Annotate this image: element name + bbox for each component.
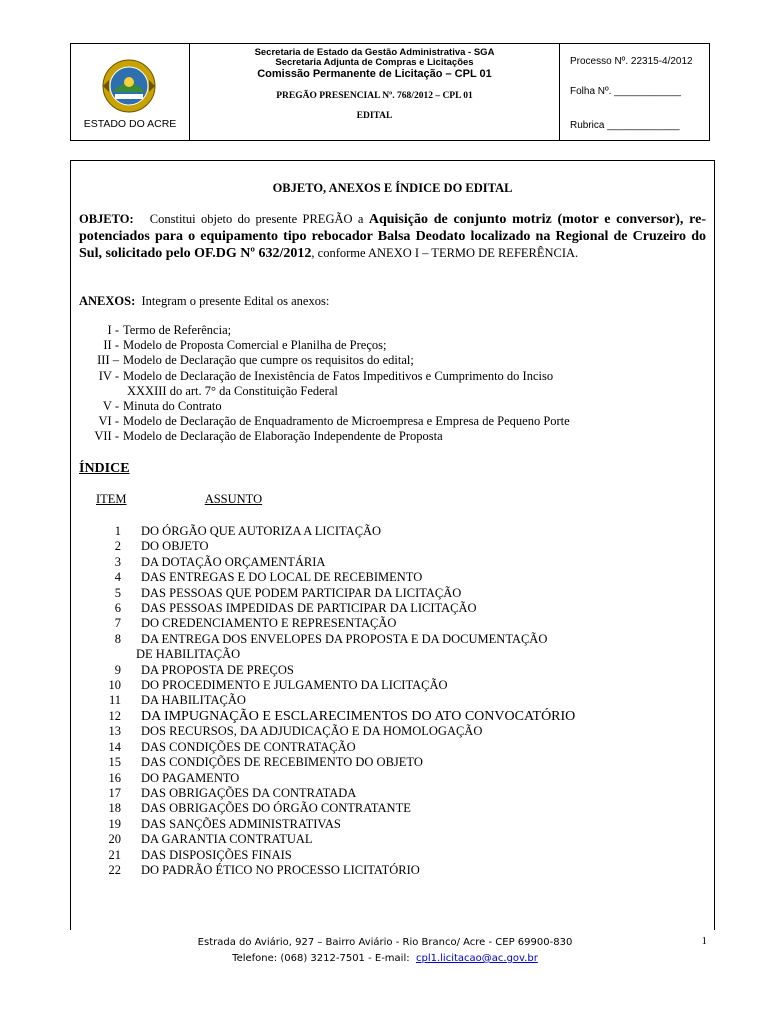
list-item: III – Modelo de Declaração que cumpre os requisitos do edital; xyxy=(97,353,414,368)
table-row: 7 DO CREDENCIAMENTO E REPRESENTAÇÃO xyxy=(114,616,397,631)
header-logo-cell xyxy=(71,44,190,140)
table-row: 14 DAS CONDIÇÕES DE CONTRATAÇÃO xyxy=(108,739,356,754)
table-row: 1 DO ÓRGÃO QUE AUTORIZA A LICITAÇÃO xyxy=(114,524,382,538)
table-row: 22 DO PADRÃO ÉTICO NO PROCESSO LICITATÓRIO xyxy=(108,862,420,877)
anexos-intro xyxy=(79,294,329,309)
table-row: 12 DA IMPUGNAÇÃO E ESCLARECIMENTOS DO ATO CONVOCATÓRIO xyxy=(108,708,576,724)
table-row: 11 DA HABILITAÇÃO xyxy=(108,693,246,708)
table-row: 2 DO OBJETO xyxy=(114,539,209,554)
footer-address: Estrada do Aviário, 927 – Bairro Aviário - Rio Branco/ Acre - CEP 69900-830 xyxy=(197,937,573,948)
anexos-text: Integram o presente Edital os anexos: xyxy=(141,294,330,308)
page-footer xyxy=(0,935,770,967)
table-row: 18 DAS OBRIGAÇÕES DO ÓRGÃO CONTRATANTE xyxy=(108,801,411,816)
table-row: 16 DO PAGAMENTO xyxy=(108,770,240,785)
header-pregao: PREGÃO PRESENCIAL Nº. 768/2012 – CPL 01 xyxy=(276,91,473,101)
state-label: ESTADO DO ACRE xyxy=(83,118,177,130)
main-content-box xyxy=(70,160,715,930)
table-row: 6 DAS PESSOAS IMPEDIDAS DE PARTICIPAR DA LICITAÇÃO xyxy=(114,601,477,616)
table-row: 17 DAS OBRIGAÇÕES DA CONTRATADA xyxy=(108,785,357,800)
header-secretaria-adjunta: Secretaria Adjunta de Compras e Licitações xyxy=(275,57,474,68)
table-row: 3 DA DOTAÇÃO ORÇAMENTÁRIA xyxy=(114,554,326,569)
table-row: DE HABILITAÇÃO xyxy=(136,647,241,662)
table-row: 9 DA PROPOSTA DE PREÇOS xyxy=(114,662,294,677)
indice-title: ÍNDICE xyxy=(79,461,130,476)
header-process-cell xyxy=(560,44,709,140)
header-secretaria: Secretaria de Estado da Gestão Administrativa - SGA xyxy=(254,47,495,58)
folha-field: Folha Nº. ____________ xyxy=(570,86,681,97)
header-title-cell xyxy=(190,44,560,140)
acre-coat-of-arms-icon xyxy=(101,58,157,114)
indice-column-headers xyxy=(96,492,262,507)
objeto-tail: , conforme ANEXO I – TERMO DE REFERÊNCIA. xyxy=(311,246,579,260)
section-title: OBJETO, ANEXOS E ÍNDICE DO EDITAL xyxy=(272,181,513,195)
table-row: 19 DAS SANÇÕES ADMINISTRATIVAS xyxy=(108,816,341,831)
table-row: 8 DA ENTREGA DOS ENVELOPES DA PROPOSTA E DA DOCUMENTAÇÃO xyxy=(114,631,548,646)
table-row: 15 DAS CONDIÇÕES DE RECEBIMENTO DO OBJETO xyxy=(108,755,423,770)
objeto-paragraph xyxy=(79,211,706,262)
document-header xyxy=(70,43,710,141)
col-item-header: ITEM xyxy=(96,492,127,506)
table-row: 13 DOS RECURSOS, DA ADJUDICAÇÃO E DA HOMOLOGAÇÃO xyxy=(108,724,483,739)
table-row: 4 DAS ENTREGAS E DO LOCAL DE RECEBIMENTO xyxy=(114,570,423,585)
col-assunto-header: ASSUNTO xyxy=(204,492,263,506)
table-row: 21 DAS DISPOSIÇÕES FINAIS xyxy=(108,847,292,862)
list-item: V - Minuta do Contrato xyxy=(102,399,222,414)
email-link[interactable]: cpl1.licitacao@ac.gov.br xyxy=(415,953,538,964)
indice-list xyxy=(71,524,575,878)
list-item: I - Termo de Referência; xyxy=(107,323,232,337)
objeto-intro: Constitui objeto do presente PREGÃO a xyxy=(149,212,364,226)
list-item: VI - Modelo de Declaração de Enquadramento de Microempresa e Empresa de Pequeno Porte xyxy=(98,414,570,429)
header-comissao: Comissão Permanente de Licitação – CPL 01 xyxy=(257,68,492,80)
table-row: 10 DO PROCEDIMENTO E JULGAMENTO DA LICITAÇÃO xyxy=(108,678,448,693)
list-item: IV - Modelo de Declaração de Inexistência de Fatos Impeditivos e Cumprimento do Inciso xyxy=(98,368,554,383)
table-row: 20 DA GARANTIA CONTRATUAL xyxy=(108,832,313,847)
rubrica-field: Rubrica _____________ xyxy=(570,120,680,131)
annex-list xyxy=(79,323,570,445)
table-row: 5 DAS PESSOAS QUE PODEM PARTICIPAR DA LICITAÇÃO xyxy=(114,585,462,600)
list-item: XXXIII do art. 7° da Constituição Federal xyxy=(127,383,338,398)
footer-phone: Telefone: (068) 3212-7501 - E-mail: xyxy=(232,953,410,964)
page-number: 1 xyxy=(701,935,707,947)
list-item: VII - Modelo de Declaração de Elaboração Independente de Proposta xyxy=(94,429,443,444)
objeto-label: OBJETO: xyxy=(79,212,134,226)
processo-number: Processo Nº. 22315-4/2012 xyxy=(570,56,693,67)
objeto-bold-text: Aquisição de conjunto motriz (motor e conversor), re-potenciados para o equipamento tipo rebocador Balsa Deodato localizado na Regional de Cruzeiro do Sul, solicitado pelo OF.DG Nº 632/2012 xyxy=(79,212,706,261)
list-item: II - Modelo de Proposta Comercial e Planilha de Preços; xyxy=(103,338,387,353)
anexos-label: ANEXOS: xyxy=(79,294,136,308)
header-edital: EDITAL xyxy=(356,111,393,121)
footer-contact xyxy=(0,951,770,967)
